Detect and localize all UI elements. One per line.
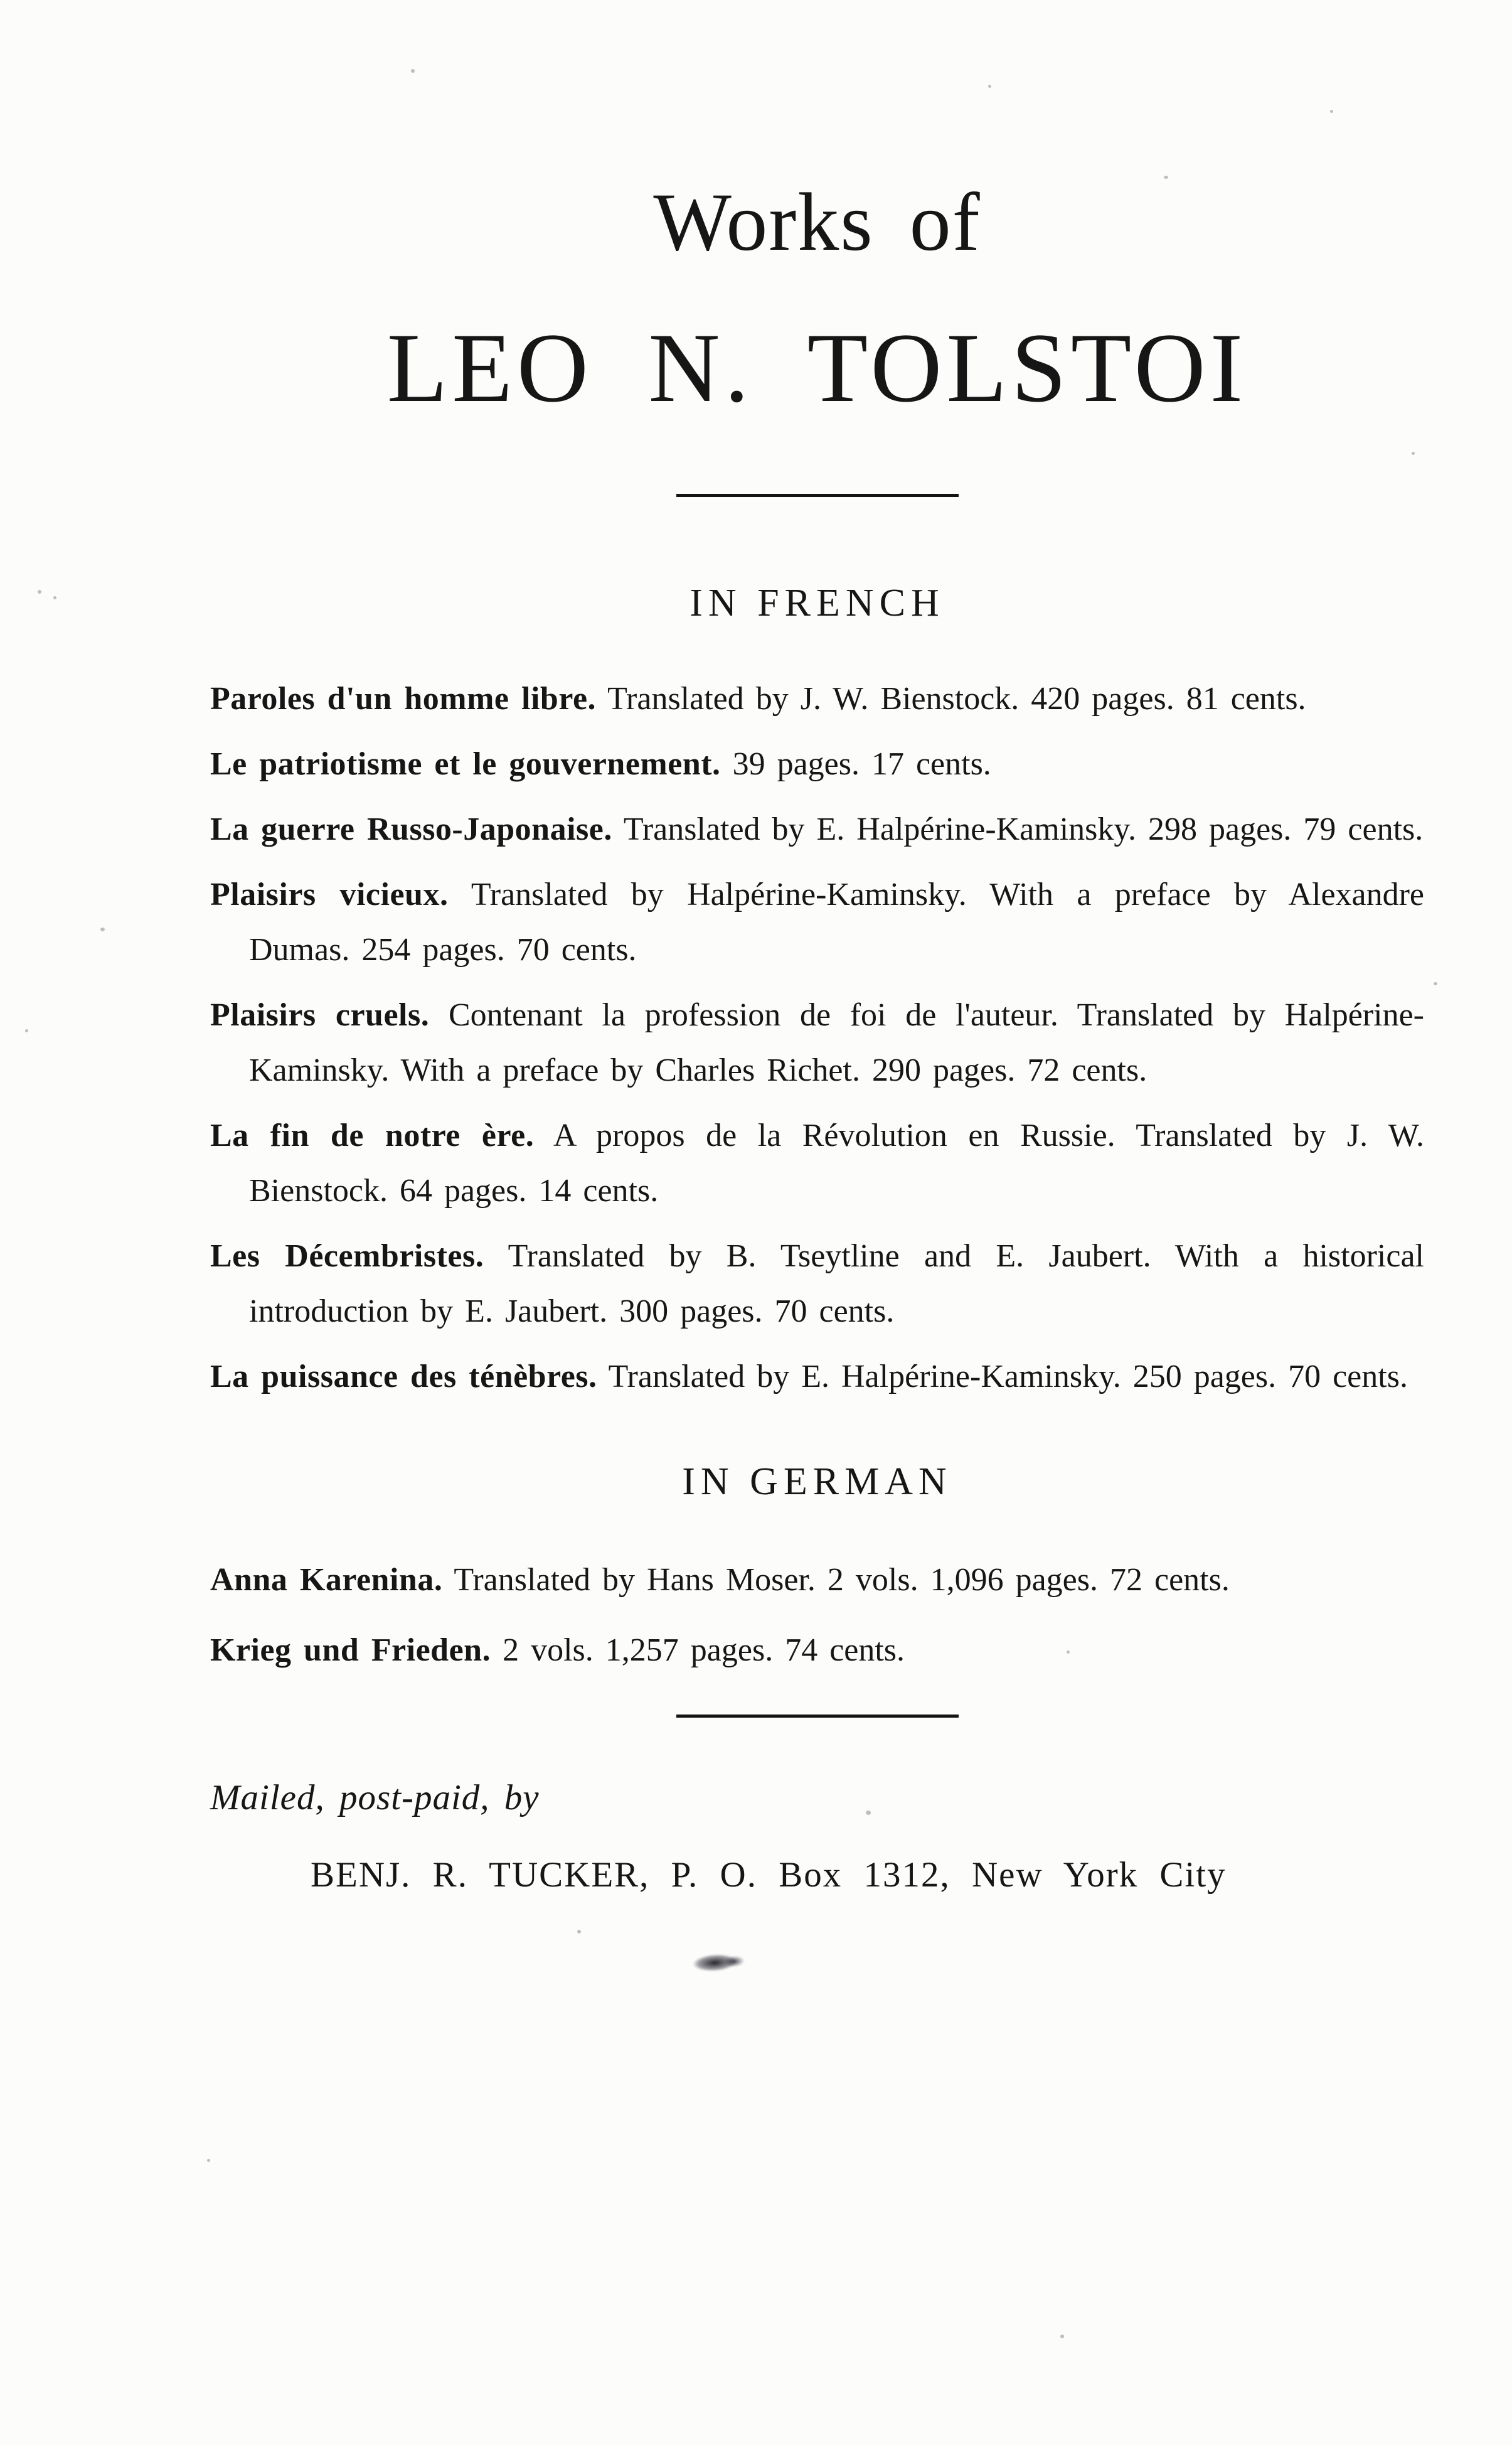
book-title: Plaisirs cruels. [210, 997, 430, 1034]
scan-speck [988, 85, 991, 88]
scan-speck [1434, 982, 1437, 985]
scan-speck [577, 1930, 581, 1934]
publisher-address-line: BENJ. R. TUCKER, P. O. Box 1312, New York City [311, 1855, 1227, 1895]
book-details: 39 pages. 17 cents. [732, 746, 991, 783]
section-heading-german: IN GERMAN [682, 1460, 952, 1504]
scan-speck [53, 596, 56, 599]
scan-speck [1330, 110, 1333, 113]
book-title: La guerre Russo-Japonaise. [210, 811, 612, 848]
book-entry [210, 1623, 1424, 1678]
scan-speck [1164, 176, 1168, 179]
ordering-info [210, 1777, 1424, 1972]
footer-divider-rule [676, 1715, 959, 1718]
book-entry [210, 1349, 1424, 1404]
ink-smudge-mark [693, 1952, 748, 1974]
book-title: Plaisirs vicieux. [210, 877, 449, 913]
scan-speck [1060, 2335, 1064, 2338]
scan-speck [25, 1029, 28, 1032]
book-title: La fin de notre ère. [210, 1118, 535, 1154]
book-details: Translated by J. W. Bienstock. 420 pages. 81 cents. [607, 681, 1306, 717]
scan-speck [1412, 452, 1415, 455]
scan-speck [100, 928, 105, 931]
book-details: Translated by Hans Moser. 2 vols. 1,096 pages. 72 cents. [454, 1562, 1230, 1598]
french-book-list [210, 671, 1424, 1404]
book-details: Translated by E. Halpérine-Kaminsky. 298 pages. 79 cents. [623, 811, 1424, 848]
series-title: Works of [653, 176, 981, 268]
section-in-french [210, 584, 1424, 1404]
book-title: Krieg und Frieden. [210, 1632, 491, 1669]
book-details: Translated by E. Halpérine-Kaminsky. 250 pages. 70 cents. [608, 1359, 1408, 1395]
title-block [210, 176, 1424, 497]
book-details: 2 vols. 1,257 pages. 74 cents. [503, 1632, 905, 1669]
section-in-german [210, 1462, 1424, 1678]
scan-speck [207, 2159, 210, 2162]
book-details: Translated by Halpérine-Kaminsky. With a preface by Alexandre Dumas. 254 pages. 70 cents. [249, 877, 1424, 968]
book-entry [210, 802, 1424, 857]
book-title: Paroles d'un homme libre. [210, 681, 597, 717]
book-details: Translated by B. Tseytline and E. Jaubert. With a historical introduction by E. Jaubert. 300 pages. 70 cents. [249, 1238, 1424, 1330]
book-entry [210, 1229, 1424, 1339]
book-entry [210, 867, 1424, 978]
book-details: A propos de la Révolution en Russie. Translated by J. W. Bienstock. 64 pages. 14 cents. [249, 1118, 1424, 1209]
book-details: Contenant la profession de foi de l'auteur. Translated by Halpérine-Kaminsky. With a preface by Charles Richet. 290 pages. 72 cents. [249, 997, 1425, 1089]
section-heading-french: IN FRENCH [689, 582, 945, 625]
book-title: Le patriotisme et le gouvernement. [210, 746, 721, 783]
book-entry [210, 1108, 1424, 1219]
book-title: Anna Karenina. [210, 1562, 443, 1598]
german-book-list [210, 1553, 1424, 1678]
scan-speck [38, 590, 41, 594]
book-entry [210, 1553, 1424, 1608]
book-title: Les Décembristes. [210, 1238, 484, 1275]
book-entry [210, 988, 1424, 1098]
book-title: La puissance des ténèbres. [210, 1359, 597, 1395]
author-title: LEO N. TOLSTOI [386, 313, 1248, 423]
mailed-by-line: Mailed, post-paid, by [210, 1778, 540, 1818]
scan-speck [866, 1811, 871, 1815]
title-divider-rule [676, 494, 959, 497]
book-entry [210, 671, 1424, 727]
scan-speck [411, 69, 415, 73]
book-entry [210, 737, 1424, 792]
scan-speck [1067, 1651, 1070, 1654]
